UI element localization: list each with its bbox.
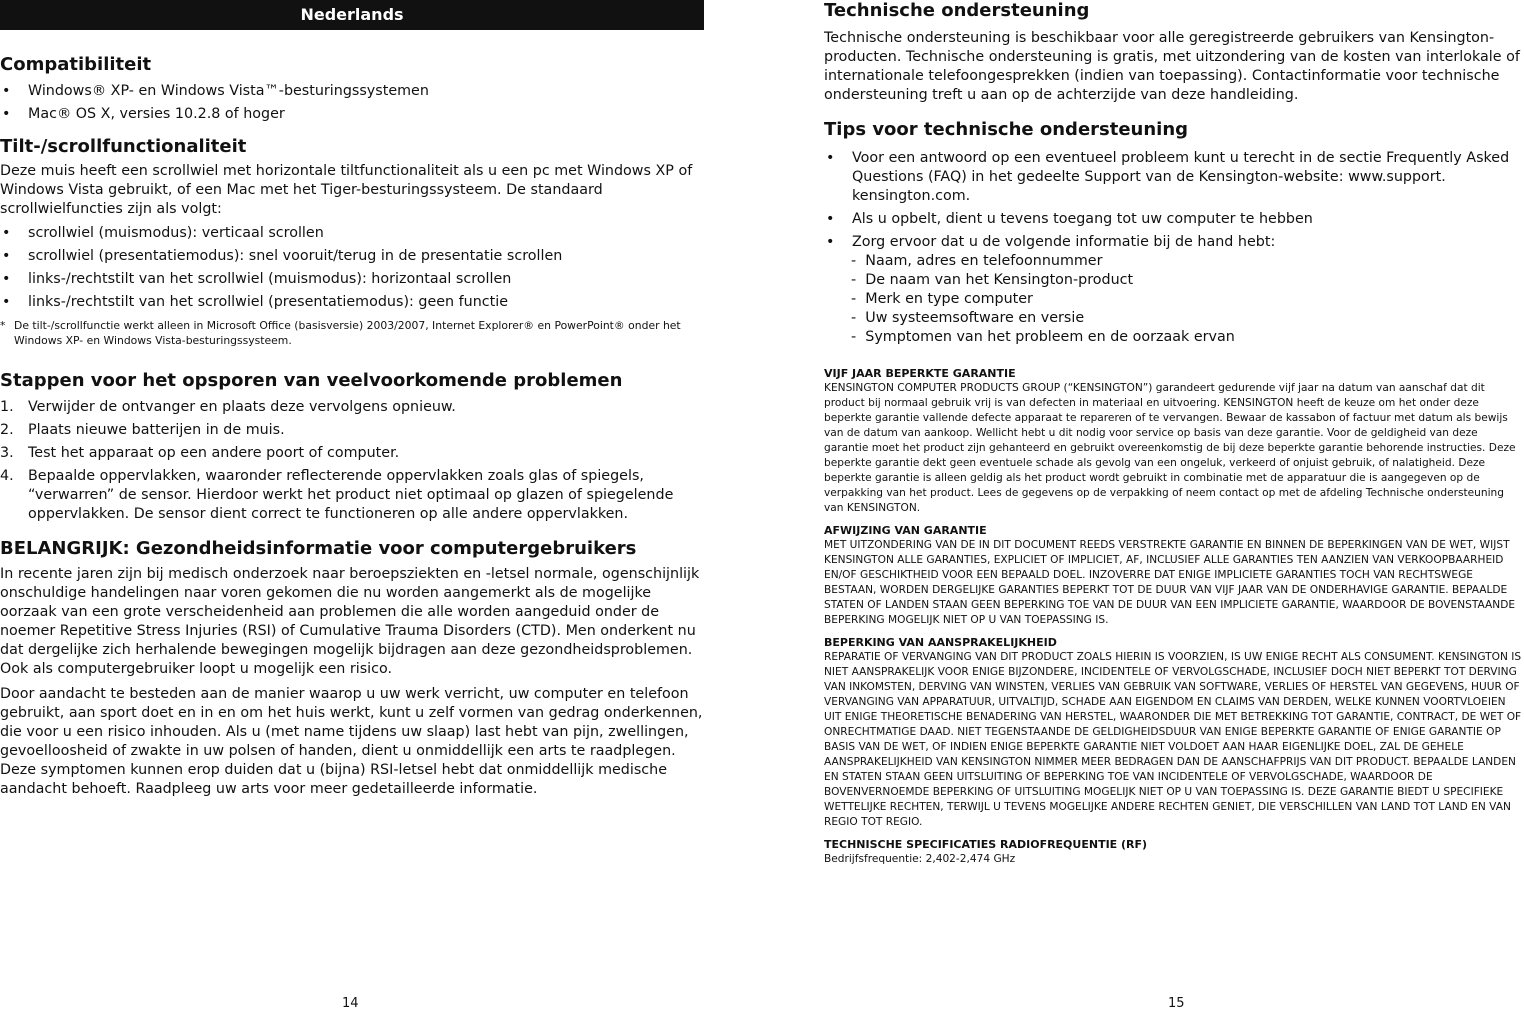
page-number-right: 15 <box>1168 996 1185 1011</box>
footnote-text: De tilt-/scrollfunctie werkt alleen in Microsoft Office (basisversie) 2003/2007, Internet Explorer® en PowerPoint® onder het Windows XP- en Windows Vista-besturingssysteem. <box>14 319 681 347</box>
list-item: • Voor een antwoord op een eventueel probleem kunt u terecht in de sectie Frequently Asked Questions (FAQ) in het gedeelte Support van de Kensington-website: www.support. kensington.com. <box>824 149 1524 206</box>
liability-heading: BEPERKING VAN AANSPRAKELIJKHEID <box>824 636 1057 649</box>
tips-heading: Tips voor technische ondersteuning <box>824 119 1189 140</box>
list-item: • links-/rechtstilt van het scrollwiel (muismodus): horizontaal scrollen <box>0 270 704 289</box>
disclaimer-text: MET UITZONDERING VAN DE IN DIT DOCUMENT REEDS VERSTREKTE GARANTIE EN BINNEN DE BEPERKINGEN VAN DE WET, WIJST KENSINGTON ALLE GARANTIES, EXPLICIET OF IMPLICIET, AF, INCLUSIEF ALLE GARANTIES TEN AANZIEN VAN VERKOOPBAARHEID EN/OF GESCHIKTHEID VOOR EEN BEPAALD DOEL. INZOVERRE DAT ENIGE IMPLICIETE GARANTIES TOCH VAN RECHTSWEGE BESTAAN, WORDEN DERGELIJKE GARANTIES BEPERKT TOT DE DUUR VAN VIJF JAAR VAN DE ONDERHAVIGE GARANTIE. BEPAALDE STATEN OF LANDEN STAAN GEEN BEPERKING TOE VAN DE DUUR VAN EEN IMPLICIETE GARANTIE, WAARDOOR DE BOVENSTAANDE BEPERKING MOGELIJK NIET OP U VAN TOEPASSING IS. <box>824 539 1516 626</box>
list-item: - Uw systeemsoftware en versie <box>851 309 1524 328</box>
step-number: 3. <box>0 445 14 461</box>
health-paragraph-2: Door aandacht te besteden aan de manier waarop u uw werk verricht, uw computer en telefoon gebruikt, aan sport doet en in en om het huis werkt, kunt u zelf vormen van gedrag onderkennen, die voor u een risico inhouden. Als u (met name tijdens uw slaap) last hebt van pijn, zwellingen, gevoelloosheid of zwakte in uw polsen of handen, dient u onmiddellijk een arts te raadplegen. Deze symptomen kunnen erop duiden dat u (bijna) RSI-letsel hebt dat onmiddellijk medische aandacht behoeft. Raadpleeg uw arts voor meer gedetailleerde informatie. <box>0 686 703 797</box>
warranty-heading: VIJF JAAR BEPERKTE GARANTIE <box>824 367 1016 380</box>
health-paragraph-1: In recente jaren zijn bij medisch onderzoek naar beroepsziekten en -letsel normale, ogenschijnlijk onschuldige handelingen naar voren gekomen die nu worden aangemerkt als de mogelijke oorzaak van een grote verscheidenheid aan problemen die alle worden aangeduid onder de noemer Repetitive Stress Injuries (RSI) of Cumulative Trauma Disorders (CTD). Men onderkent nu dat dergelijke zich herhalende bewegingen mogelijk bijdragen aan deze gezondheidsproblemen. Ook als computergebruiker loopt u mogelijk een risico. <box>0 566 700 677</box>
list-item: • scrollwiel (presentatiemodus): snel vooruit/terug in de presentatie scrollen <box>0 247 704 266</box>
language-header: Nederlands <box>0 0 704 30</box>
list-item: • scrollwiel (muismodus): verticaal scrollen <box>0 224 704 243</box>
step-text: Verwijder de ontvanger en plaats deze vervolgens opnieuw. <box>28 399 456 415</box>
list-item <box>824 233 1524 252</box>
list-item: - Merk en type computer <box>851 290 1524 309</box>
list-item: • Mac® OS X, versies 10.2.8 of hoger <box>0 105 704 124</box>
list-item: • links-/rechtstilt van het scrollwiel (presentatiemodus): geen functie <box>0 293 704 312</box>
liability-text: REPARATIE OF VERVANGING VAN DIT PRODUCT ZOALS HIERIN IS VOORZIEN, IS UW ENIGE RECHT ALS CONSUMENT. KENSINGTON IS NIET AANSPRAKELIJK VOOR ENIGE BIJZONDERE, INCIDENTELE OF VERVOLGSCHADE, INCLUSIEF DOCH NIET BEPERKT TOT DERVING VAN INKOMSTEN, DERVING VAN WINSTEN, VERLIES VAN GEBRUIK VAN SOFTWARE, VERLIES OF HERSTEL VAN GEGEVENS, HUUR OF VERVANGING VAN APPARATUUR, UITVALTIJD, SCHADE AAN EIGENDOM EN CLAIMS VAN DERDEN, WELKE KUNNEN VOORTVLOEIEN UIT ENIGE THEORETISCHE BENADERING VAN HERSTEL, WAARONDER DIE MET BETREKKING TOT GARANTIE, CONTRACT, DE WET OF ONRECHTMATIGE DAAD. NIET TEGENSTAANDE DE GELDIGHEIDSDUUR VAN ENIGE BEPERKTE GARANTIE OF ENIGE GARANTIE OP BASIS VAN DE WET, OF INDIEN ENIGE BEPERKTE GARANTIE NIET VOLDOET AAN HAAR EIGENLIJKE DOEL, ZAL DE GEHELE AANSPRAKELIJKHEID VAN KENSINGTON NIMMER MEER BEDRAGEN DAN DE AANSCHAFPRIJS VAN DIT PRODUCT. BEPAALDE LANDEN EN STATEN STAAN GEEN UITSLUITING OF BEPERKING TOE VAN INCIDENTELE OF VERVOLGSCHADE, WAARDOOR DE BOVENVERNOEMDE BEPERKING OF UITSLUITING MOGELIJK NIET OP U VAN TOEPASSING IS. DEZE GARANTIE BIEDT U SPECIFIEKE WETTELIJKE RECHTEN, TERWIJL U TEVENS MOGELIJKE ANDERE RECHTEN GENIET, DIE VERSCHILLEN VAN LAND TOT LAND EN VAN REGIO TOT REGIO. <box>824 651 1522 828</box>
warranty-text: KENSINGTON COMPUTER PRODUCTS GROUP (“KENSINGTON”) garandeert gedurende vijf jaar na datum van aanschaf dat dit product bij normaal gebruik vrij is van defecten in materiaal en uitvoering. KENSINGTON heeft de keuze om het onder deze beperkte garantie vallende defecte apparaat te repareren of te vervangen. Bewaar de kassabon of factuur met datum als bewijs van de datum van aankoop. Wellicht hebt u dit nodig voor service op basis van deze garantie. Voor de geldigheid van deze garantie moet het product zijn gehanteerd en gebruikt overeenkomstig de bij deze beperkte garantie behorende instructies. Deze beperkte garantie dekt geen eventuele schade als gevolg van een ongeluk, verkeerd of onjuist gebruik, of nalatigheid. Deze beperkte garantie is alleen geldig als het product wordt gebruikt in combinatie met de apparatuur die is aangegeven op de verpakking van het product. Lees de gegevens op de verpakking of neem contact op met de afdeling Technische ondersteuning van KENSINGTON. <box>824 382 1516 514</box>
tips-sublist <box>824 252 1524 347</box>
steps-heading: Stappen voor het opsporen van veelvoorkomende problemen <box>0 370 623 391</box>
disclaimer-heading: AFWIJZING VAN GARANTIE <box>824 524 987 537</box>
footnote-mark: * <box>0 319 6 332</box>
tilt-intro: Deze muis heeft een scrollwiel met horizontale tiltfunctionaliteit als u een pc met Windows XP of Windows Vista gebruikt, of een Mac met het Tiger-besturingssysteem. De standaard scrollwielfuncties zijn als volgt: <box>0 163 693 217</box>
compat-list <box>0 82 704 124</box>
step-text: Plaats nieuwe batterijen in de muis. <box>28 422 285 438</box>
list-item: - De naam van het Kensington-product <box>851 271 1524 290</box>
rf-heading: TECHNISCHE SPECIFICATIES RADIOFREQUENTIE (RF) <box>824 838 1148 851</box>
step-number: 4. <box>0 468 14 484</box>
support-text: Technische ondersteuning is beschikbaar voor alle geregistreerde gebruikers van Kensington-producten. Technische ondersteuning is gratis, met uitzondering van de kosten van interlokale of internationale telefoongesprekken (indien van toepassing). Contactinformatie voor technische ondersteuning treft u aan op de achterzijde van deze handleiding. <box>824 30 1520 103</box>
list-item <box>0 421 704 440</box>
rf-text: Bedrijfsfrequentie: 2,402-2,474 GHz <box>824 853 1016 865</box>
right-page <box>824 0 1524 867</box>
tips-item-text: Zorg ervoor dat u de volgende informatie bij de hand hebt: <box>852 234 1276 250</box>
list-item: • Windows® XP- en Windows Vista™-besturingssystemen <box>0 82 704 101</box>
step-number: 2. <box>0 422 14 438</box>
tips-list <box>824 149 1524 252</box>
list-item <box>0 444 704 463</box>
health-heading: BELANGRIJK: Gezondheidsinformatie voor computergebruikers <box>0 538 637 559</box>
list-item: - Naam, adres en telefoonnummer <box>851 252 1524 271</box>
list-item <box>0 398 704 417</box>
step-number: 1. <box>0 399 14 415</box>
left-page <box>0 0 704 799</box>
list-item <box>0 467 704 524</box>
compat-heading: Compatibiliteit <box>0 54 152 75</box>
list-item: • Als u opbelt, dient u tevens toegang tot uw computer te hebben <box>824 210 1524 229</box>
step-text: Test het apparaat op een andere poort of computer. <box>28 445 400 461</box>
step-text: Bepaalde oppervlakken, waaronder reflecterende oppervlakken zoals glas of spiegels, “verwarren” de sensor. Hierdoor werkt het product niet optimaal op glazen of spiegelende oppervlakken. De sensor dient correct te functioneren op alle andere oppervlakken. <box>28 468 674 522</box>
support-heading: Technische ondersteuning <box>824 0 1090 21</box>
steps-list <box>0 398 704 524</box>
page-number-left: 14 <box>342 996 359 1011</box>
list-item: - Symptomen van het probleem en de oorzaak ervan <box>851 328 1524 347</box>
tilt-heading: Tilt-/scrollfunctionaliteit <box>0 136 247 157</box>
tilt-footnote <box>0 318 704 348</box>
tilt-list <box>0 224 704 312</box>
